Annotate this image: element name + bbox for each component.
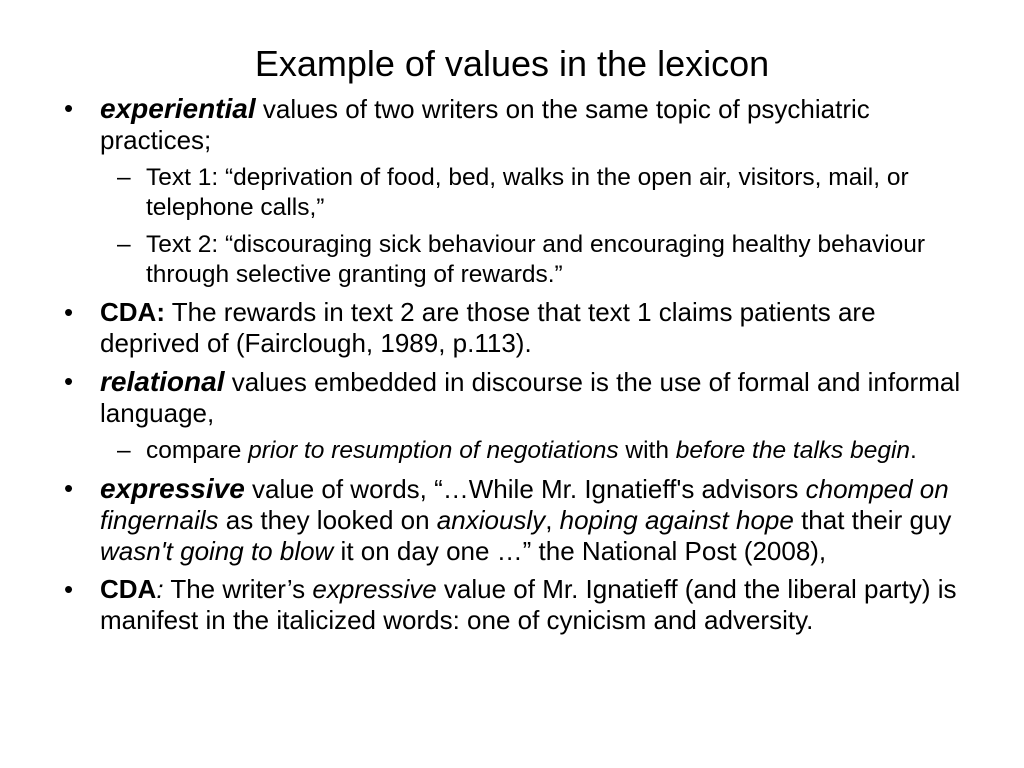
bullet-marker: • (64, 297, 74, 327)
slide-body (56, 93, 976, 643)
italic-phrase: anxiously (436, 505, 546, 535)
bullet-text: that their guy (793, 505, 952, 535)
cda-label: CDA: (100, 297, 165, 327)
bullet-experiential (56, 93, 976, 156)
compare-with-text: with (618, 437, 676, 464)
bullet-cda-1 (56, 297, 976, 359)
sub-bullet-text: Text 2: “discouraging sick behaviour and encouraging healthy behaviour through selective granting of rewards.” (146, 231, 926, 288)
bullet-text: value of words, “…While Mr. Ignatieff's advisors (244, 474, 806, 504)
dash-marker: – (117, 437, 131, 464)
keyword-expressive: expressive (100, 473, 245, 504)
italic-phrase: hoping against hope (559, 505, 794, 535)
compare-text: compare (146, 437, 249, 464)
dash-marker: – (117, 164, 131, 191)
keyword-experiential: experiential (100, 93, 256, 124)
slide-title: Example of values in the lexicon (254, 43, 770, 84)
cda-label: CDA (100, 574, 157, 604)
bullet-cda-2 (56, 574, 976, 636)
sub-bullet-text-1 (56, 163, 976, 223)
dash-marker: – (117, 231, 131, 258)
cda-colon: : (156, 574, 164, 604)
italic-phrase: wasn't going to blow (100, 536, 334, 566)
bullet-marker: • (64, 93, 74, 123)
keyword-relational: relational (100, 366, 225, 397)
bullet-marker: • (64, 366, 74, 396)
bullet-text: it on day one …” the National Post (2008), (333, 536, 827, 566)
bullet-text: , (545, 505, 560, 535)
bullet-text: values embedded in discourse is the use of formal and informal language, (100, 367, 961, 428)
sub-bullet-text-2 (56, 230, 976, 290)
sub-bullet-text: Text 1: “deprivation of food, bed, walks in the open air, visitors, mail, or telephone calls,” (146, 164, 909, 221)
bullet-text: The writer’s (163, 574, 313, 604)
bullet-marker: • (64, 473, 74, 503)
italic-phrase: chomped on fingernails (100, 474, 949, 535)
bullet-relational (56, 366, 976, 429)
bullet-text: The rewards in text 2 are those that text 1 claims patients are deprived of (Fairclough, 1989, p.113). (100, 297, 876, 358)
bullet-text: value of Mr. Ignatieff (and the liberal party) is manifest in the italicized words: one of cynicism and adversity. (100, 574, 957, 635)
italic-word-expressive: expressive (312, 574, 437, 604)
italic-phrase-formal: prior to resumption of negotiations (248, 437, 619, 464)
sub-bullet-compare (56, 436, 976, 466)
bullet-expressive (56, 473, 976, 567)
bullet-marker: • (64, 574, 74, 604)
bullet-text: values of two writers on the same topic of psychiatric practices; (100, 94, 870, 155)
compare-end-text: . (910, 437, 917, 464)
bullet-text: as they looked on (218, 505, 437, 535)
italic-phrase-informal: before the talks begin (675, 437, 911, 464)
